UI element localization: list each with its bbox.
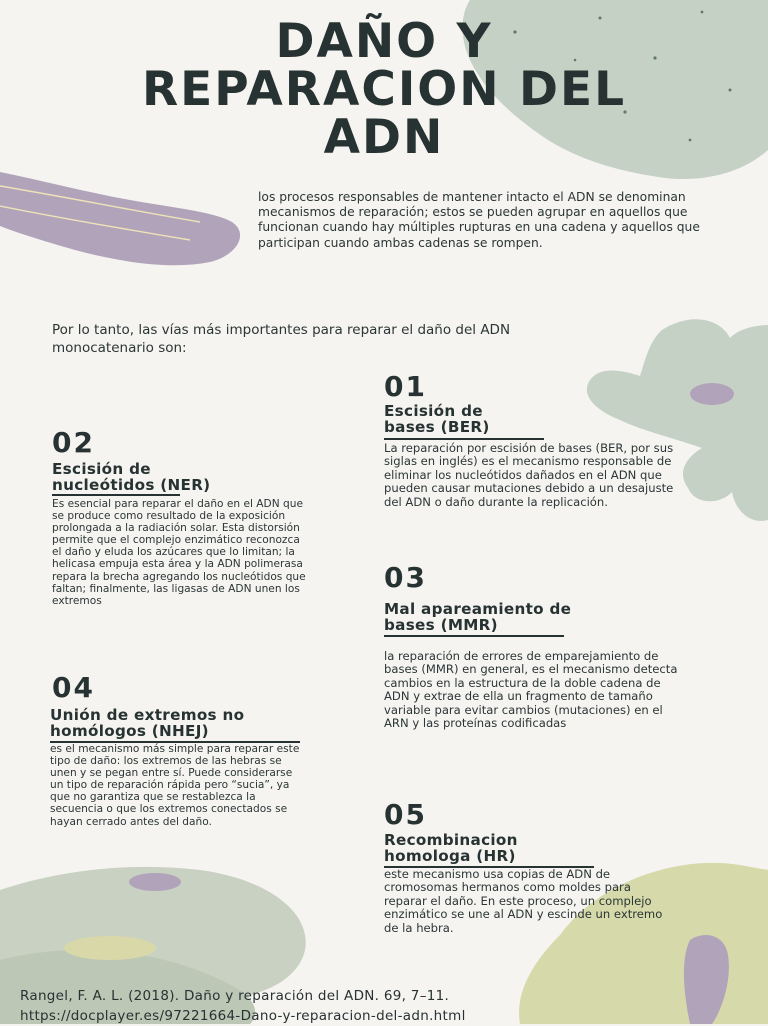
purple-spot-right — [690, 383, 734, 405]
heading-underline — [384, 438, 544, 440]
section-heading: Recombinacion homologa (HR) — [384, 831, 518, 865]
section-heading: Escisión de bases (BER) — [384, 402, 490, 436]
lead-paragraph: Por lo tanto, las vías más importantes para reparar el daño del ADN monocatenario son: — [52, 322, 511, 356]
citation — [20, 986, 760, 1026]
section-heading: Unión de extremos no homólogos (NHEJ) — [50, 706, 245, 740]
purple-spot-bottom-left — [129, 873, 181, 891]
section-heading: Mal apareamiento de bases (MMR) — [384, 600, 572, 634]
heading-underline — [52, 494, 180, 496]
section-heading: Escisión de nucleótidos (NER) — [52, 460, 211, 494]
section-number: 05 — [384, 798, 427, 831]
citation-reference: Rangel, F. A. L. (2018). Daño y reparación del ADN. 69, 7–11. — [20, 988, 450, 1004]
page-title: DAÑO Y REPARACION DEL ADN — [141, 14, 627, 165]
section-body: La reparación por escisión de bases (BER, por sus siglas en inglés) es el mecanismo responsable de eliminar los nucleótidos dañados en el ADN que pueden causar mutaciones debido a un desajuste del ADN o daño durante la replicación. — [384, 441, 674, 509]
intro-paragraph: los procesos responsables de mantener intacto el ADN se denominan mecanismos de reparación; estos se pueden agrupar en aquellos que funcionan cuando hay múltiples rupturas en una cadena y aquellos que participan cuando ambas cadenas se rompen. — [258, 190, 700, 250]
citation-url[interactable]: https://docplayer.es/97221664-Dano-y-reparacion-del-adn.html — [20, 1008, 466, 1024]
heading-underline — [384, 635, 564, 637]
section-body: este mecanismo usa copias de ADN de cromosomas hermanos como moldes para reparar el daño. En este proceso, un complejo enzimático se une al ADN y escinde un extremo de la hebra. — [384, 867, 663, 935]
section-body: la reparación de errores de emparejamiento de bases (MMR) en general, es el mecanismo detecta cambios en la estructura de la doble cadena de ADN y extrae de ella un fragmento de tamaño variable para evitar cambios (mutaciones) en el ARN y las proteínas codificadas — [384, 649, 678, 731]
section-body: Es esencial para reparar el daño en el ADN que se produce como resultado de la exposición prolongada a la radiación solar. Esta distorsión permite que el complejo enzimático reconozca el daño y eluda los azúcares que lo limitan; la helicasa empuja esta área y la ADN polimerasa repara la brecha agregando los nucleótidos que faltan; finalmente, las ligasas de ADN unen los extremos — [52, 498, 306, 607]
section-number: 04 — [52, 671, 95, 704]
section-number: 01 — [384, 370, 427, 403]
olive-spot-bottom-left — [64, 936, 156, 960]
purple-shape-left — [0, 172, 240, 265]
section-number: 03 — [384, 561, 427, 594]
section-number: 02 — [52, 426, 95, 459]
section-body: es el mecanismo más simple para reparar este tipo de daño: los extremos de las hebras se unen y se pegan entre sí. Puede considerarse un tipo de reparación rápida pero “sucia”, ya que no garantiza que se restablezca la secuencia o que los extremos conectados se hayan cerrado antes del daño. — [50, 743, 300, 828]
